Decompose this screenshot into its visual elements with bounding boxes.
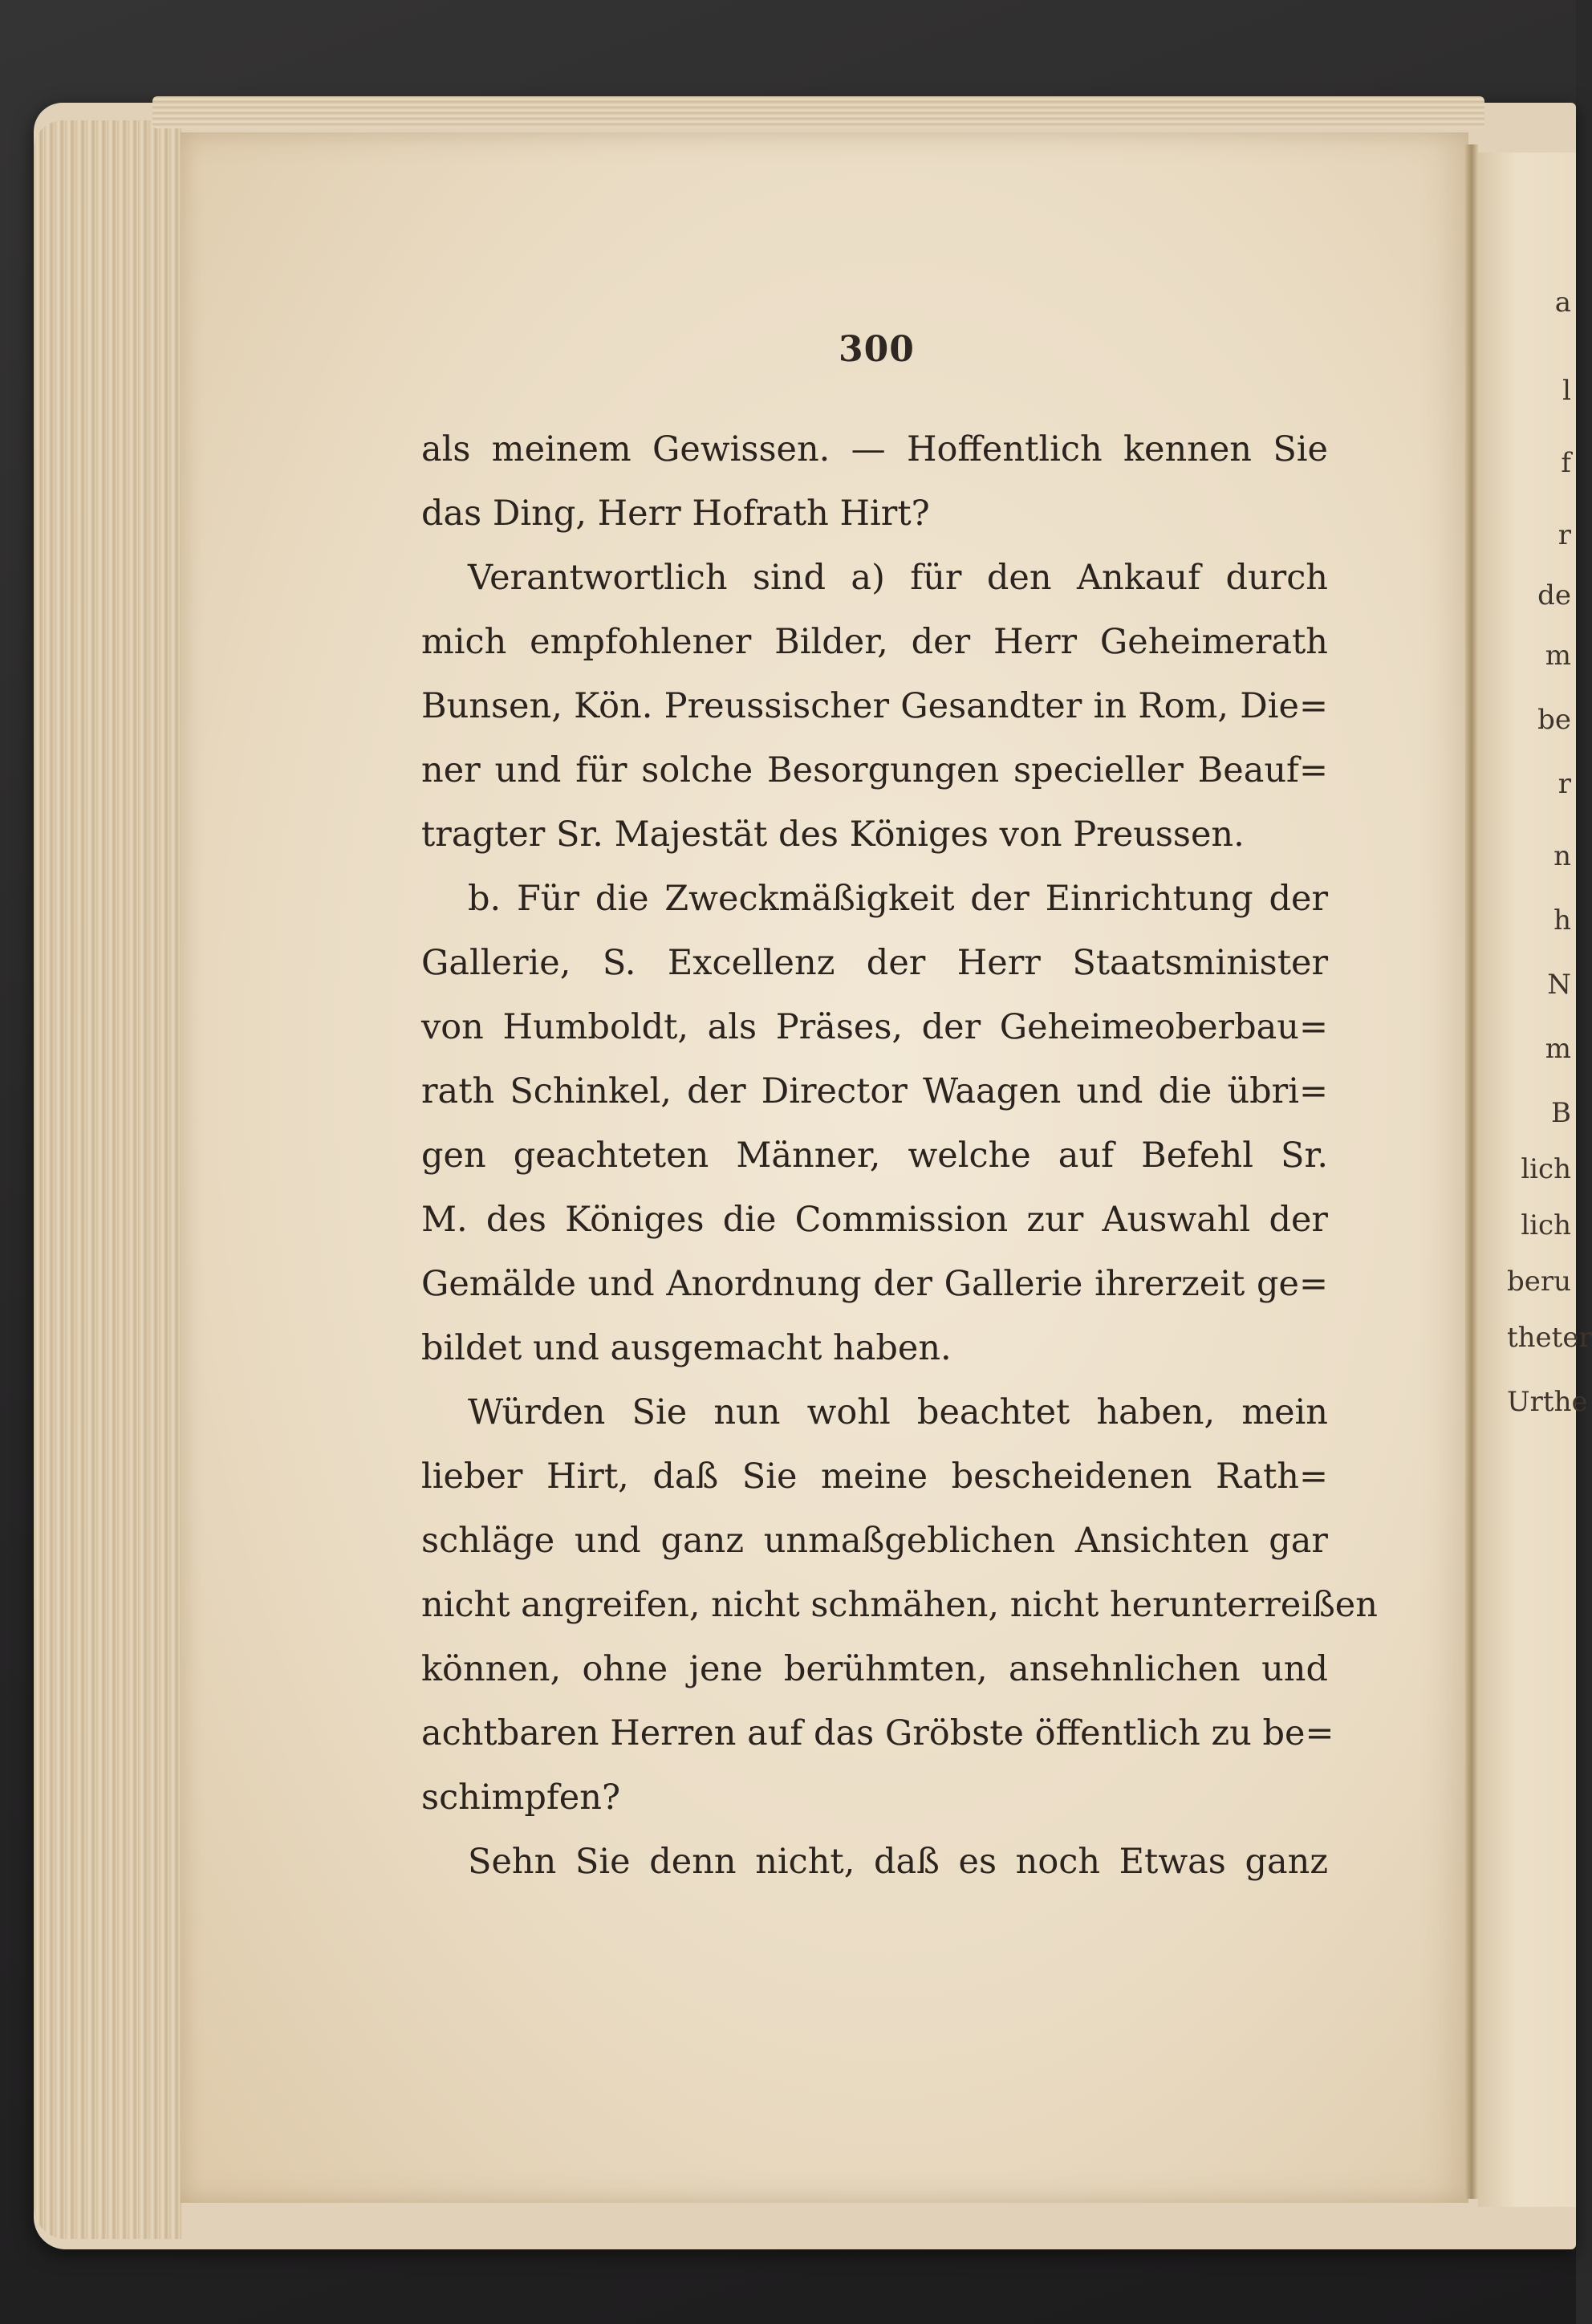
page-text [421, 417, 1378, 1894]
right-page-word: r [1557, 519, 1571, 551]
top-page-edge [152, 96, 1484, 128]
text-line: rath Schinkel, der Director Waagen und die übri= [421, 1071, 1328, 1111]
right-page-word: l [1562, 375, 1571, 407]
right-page-word: lich [1521, 1209, 1571, 1241]
text-line: tragter Sr. Majestät des Königes von Preussen. [421, 815, 1245, 855]
text-line: Gemälde und Anordnung der Gallerie ihrerzeit ge= [421, 1264, 1328, 1304]
right-page-word: m [1545, 1033, 1571, 1065]
text-line: schläge und ganz unmaßgeblichen Ansichten gar [421, 1521, 1328, 1561]
right-page-word: h [1553, 904, 1571, 937]
right-page-word: n [1553, 840, 1571, 872]
text-line: nicht angreifen, nicht schmähen, nicht herunterreißen [421, 1585, 1378, 1625]
text-line: Gallerie, S. Excellenz der Herr Staatsminister [421, 943, 1328, 983]
text-line: lieber Hirt, daß Sie meine bescheidenen Rath= [421, 1457, 1328, 1497]
book-gutter [1465, 144, 1478, 2199]
text-line: gen geachteten Männer, welche auf Befehl Sr. [421, 1136, 1328, 1176]
right-page-word: be [1537, 704, 1571, 736]
text-line: Sehn Sie denn nicht, daß es noch Etwas ganz [468, 1842, 1328, 1882]
text-line: schimpfen? [421, 1778, 621, 1818]
right-page-word: a [1554, 286, 1571, 319]
text-line: Würden Sie nun wohl beachtet haben, mein [468, 1392, 1328, 1432]
right-page-fragment [1478, 152, 1592, 2207]
text-line: bildet und ausgemacht haben. [421, 1328, 952, 1368]
text-line: achtbaren Herren auf das Gröbste öffentlich zu be= [421, 1713, 1334, 1753]
right-page-word: f [1561, 447, 1571, 479]
right-page-word: N [1547, 969, 1571, 1001]
right-page-word: theter [1507, 1322, 1592, 1354]
page-stack-edges [34, 120, 182, 2239]
text-line: ner und für solche Besorgungen specieller Beauf= [421, 750, 1328, 790]
text-line: können, ohne jene berühmten, ansehnlichen und [421, 1649, 1328, 1689]
text-line: als meinem Gewissen. — Hoffentlich kennen Sie [421, 429, 1328, 469]
text-line: Bunsen, Kön. Preussischer Gesandter in Rom, Die= [421, 686, 1328, 726]
right-page-word: lich [1521, 1153, 1571, 1185]
text-line: mich empfohlener Bilder, der Herr Geheimerath [421, 622, 1328, 662]
right-page-word: m [1545, 640, 1571, 672]
text-line: das Ding, Herr Hofrath Hirt? [421, 494, 930, 534]
right-page-word: r [1557, 768, 1571, 800]
right-page-word: beru [1507, 1266, 1572, 1298]
right-page-word: de [1537, 579, 1571, 611]
text-line: von Humboldt, als Präses, der Geheimeoberbau= [421, 1007, 1328, 1047]
page-number: 300 [839, 329, 915, 370]
right-page-word: Urthe [1507, 1386, 1588, 1418]
text-line: b. Für die Zweckmäßigkeit der Einrichtung der [468, 879, 1328, 919]
text-line: M. des Königes die Commission zur Auswahl der [421, 1200, 1328, 1240]
text-line: Verantwortlich sind a) für den Ankauf durch [468, 558, 1328, 598]
right-page-word: B [1551, 1097, 1571, 1129]
